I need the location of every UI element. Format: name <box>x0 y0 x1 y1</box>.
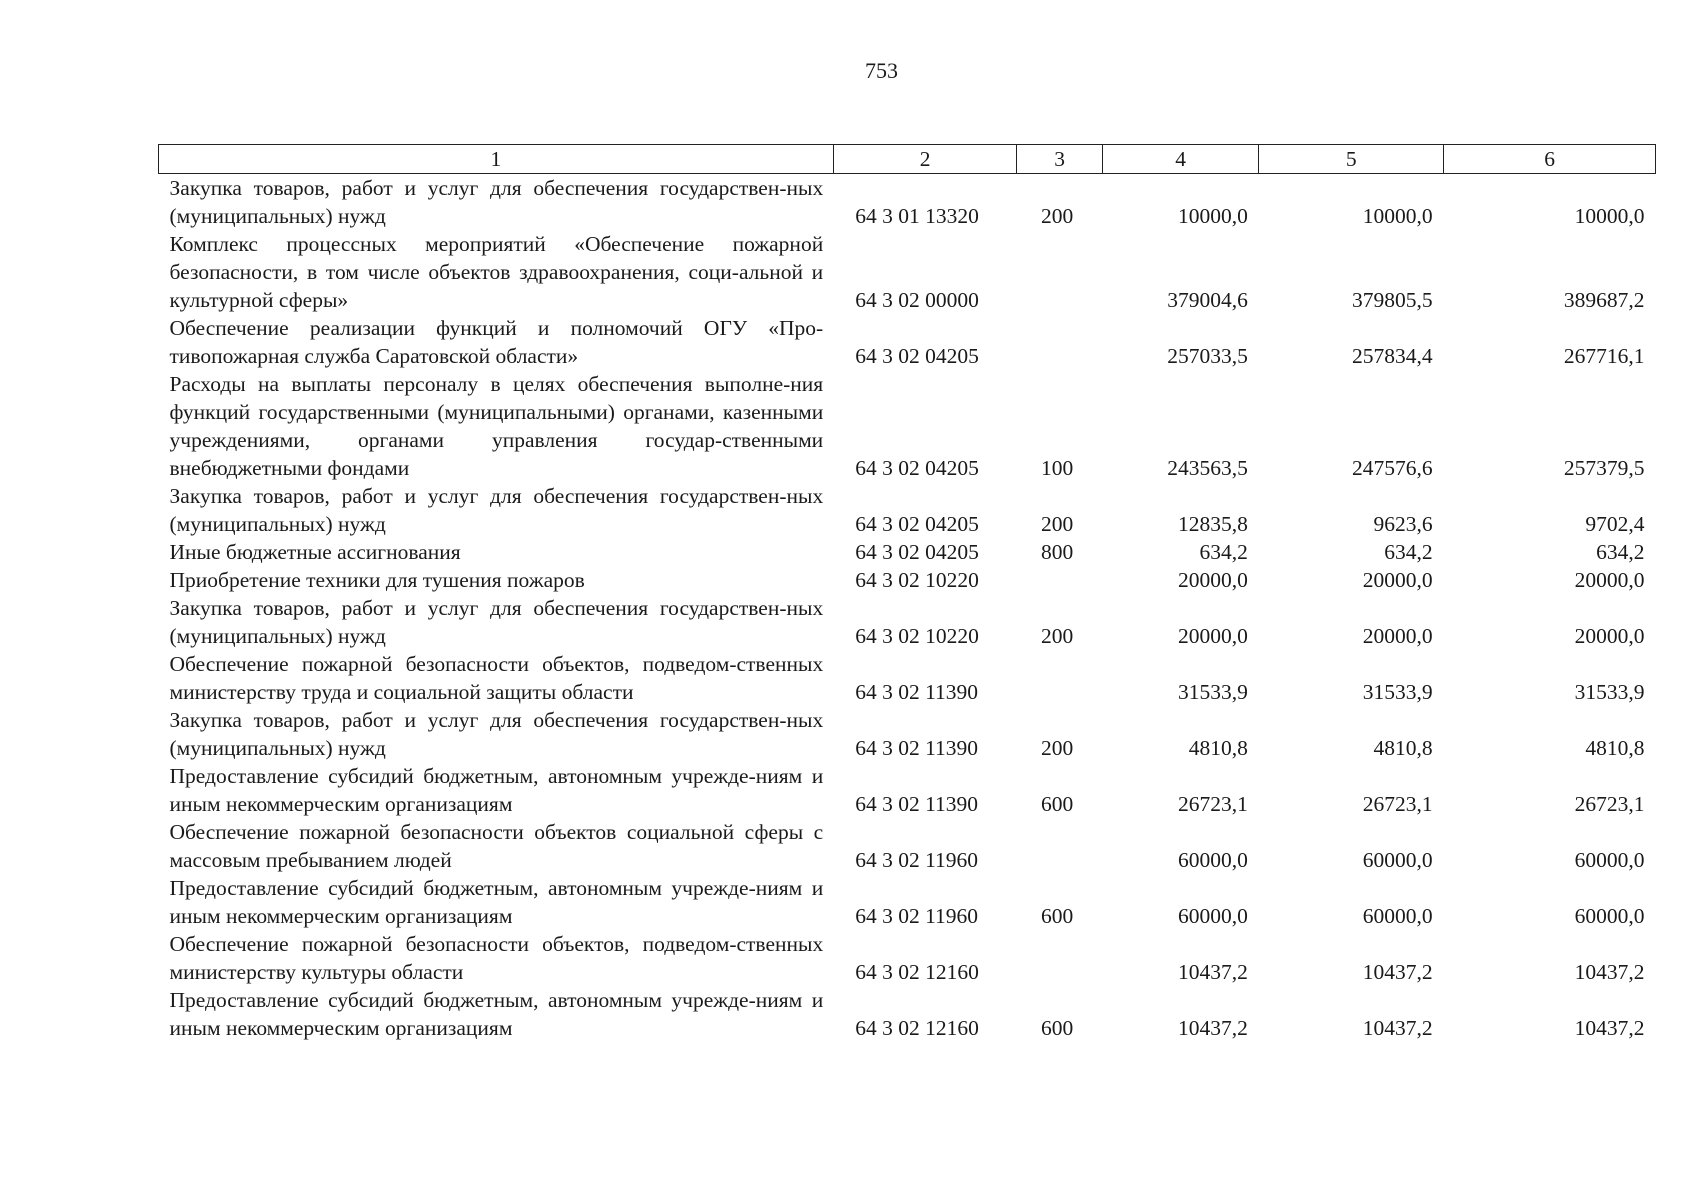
row-value-col-4: 10437,2 <box>1178 960 1248 984</box>
table-row <box>159 762 1656 818</box>
row-name: Закупка товаров, работ и услуг для обеспечения государствен-ных (муниципальных) нужд <box>169 484 824 536</box>
row-code: 64 3 02 10220 <box>855 624 979 648</box>
row-value-col-6: 10000,0 <box>1574 204 1645 228</box>
row-value-col-6: 9702,4 <box>1585 512 1645 536</box>
row-value-col-6: 267716,1 <box>1563 344 1645 368</box>
row-value-col-5: 10437,2 <box>1362 960 1433 984</box>
row-value-col-5: 634,2 <box>1384 540 1433 564</box>
row-value-col-5: 20000,0 <box>1362 624 1433 648</box>
table-row <box>159 566 1656 594</box>
header-col-4: 4 <box>1102 145 1259 174</box>
row-value-col-4: 12835,8 <box>1178 512 1248 536</box>
table-row <box>159 370 1656 482</box>
row-name: Закупка товаров, работ и услуг для обеспечения государствен-ных (муниципальных) нужд <box>169 596 824 648</box>
row-value-col-6: 257379,5 <box>1563 456 1645 480</box>
row-expense-type <box>1017 930 1102 986</box>
table-row <box>159 482 1656 538</box>
row-value-col-4: 243563,5 <box>1167 456 1248 480</box>
row-value-col-4: 26723,1 <box>1178 792 1248 816</box>
table-header <box>159 145 1656 174</box>
row-value-col-6: 26723,1 <box>1574 792 1645 816</box>
row-value-col-6: 20000,0 <box>1574 568 1645 592</box>
row-value-col-5: 20000,0 <box>1362 568 1433 592</box>
row-value-col-5: 10000,0 <box>1362 204 1433 228</box>
row-name: Обеспечение пожарной безопасности объектов, подведом-ственных министерству культуры области <box>169 932 824 984</box>
row-code: 64 3 02 11960 <box>855 904 979 928</box>
row-value-col-6: 634,2 <box>1596 540 1645 564</box>
row-expense-type <box>1017 818 1102 874</box>
table-row <box>159 538 1656 566</box>
header-col-2: 2 <box>833 145 1017 174</box>
row-value-col-5: 26723,1 <box>1362 792 1433 816</box>
row-code: 64 3 02 12160 <box>855 960 979 984</box>
row-name: Приобретение техники для тушения пожаров <box>169 568 585 592</box>
table-row <box>159 594 1656 650</box>
table-row <box>159 986 1656 1042</box>
row-value-col-5: 31533,9 <box>1362 680 1433 704</box>
row-value-col-4: 10000,0 <box>1178 204 1248 228</box>
budget-table <box>158 144 1656 1042</box>
row-value-col-5: 9623,6 <box>1373 512 1433 536</box>
row-value-col-4: 634,2 <box>1199 540 1248 564</box>
row-expense-type: 600 <box>1040 1016 1074 1040</box>
row-expense-type: 200 <box>1040 624 1074 648</box>
row-value-col-6: 389687,2 <box>1563 288 1645 312</box>
row-expense-type <box>1017 650 1102 706</box>
table-row <box>159 874 1656 930</box>
row-value-col-4: 379004,6 <box>1167 288 1248 312</box>
row-value-col-6: 10437,2 <box>1574 960 1645 984</box>
row-name: Предоставление субсидий бюджетным, автономным учрежде-ниям и иным некоммерческим организациям <box>169 988 824 1040</box>
row-value-col-4: 20000,0 <box>1178 568 1248 592</box>
row-code: 64 3 02 11960 <box>855 848 979 872</box>
table-row <box>159 650 1656 706</box>
row-value-col-4: 60000,0 <box>1178 848 1248 872</box>
table-row <box>159 818 1656 874</box>
table-row <box>159 230 1656 314</box>
row-value-col-5: 257834,4 <box>1352 344 1433 368</box>
row-expense-type: 200 <box>1040 204 1074 228</box>
row-value-col-6: 4810,8 <box>1585 736 1645 760</box>
row-name: Предоставление субсидий бюджетным, автономным учрежде-ниям и иным некоммерческим организациям <box>169 764 824 816</box>
row-expense-type: 800 <box>1040 540 1074 564</box>
header-row <box>159 145 1656 174</box>
row-expense-type: 200 <box>1040 736 1074 760</box>
row-name: Обеспечение пожарной безопасности объектов социальной сферы с массовым пребыванием людей <box>169 820 824 872</box>
row-name: Предоставление субсидий бюджетным, автономным учрежде-ниям и иным некоммерческим организациям <box>169 876 824 928</box>
table-row <box>159 930 1656 986</box>
row-name: Расходы на выплаты персоналу в целях обеспечения выполне-ния функций государственными (муниципальными) органами, казенными учреждениями, органами управления государ-ственными внебюджетными фондами <box>169 372 824 480</box>
row-name: Иные бюджетные ассигнования <box>169 540 461 564</box>
row-code: 64 3 02 04205 <box>855 344 979 368</box>
row-code: 64 3 02 04205 <box>855 456 979 480</box>
row-value-col-5: 10437,2 <box>1362 1016 1433 1040</box>
table-row <box>159 706 1656 762</box>
table-body <box>159 174 1656 1043</box>
table-row <box>159 314 1656 370</box>
row-name: Обеспечение пожарной безопасности объектов, подведом-ственных министерству труда и социальной защиты области <box>169 652 824 704</box>
row-value-col-5: 60000,0 <box>1362 904 1433 928</box>
row-value-col-6: 10437,2 <box>1574 1016 1645 1040</box>
row-expense-type: 200 <box>1040 512 1074 536</box>
row-name: Закупка товаров, работ и услуг для обеспечения государствен-ных (муниципальных) нужд <box>169 176 824 228</box>
header-col-1: 1 <box>159 145 834 174</box>
header-col-6: 6 <box>1444 145 1656 174</box>
row-value-col-5: 247576,6 <box>1352 456 1433 480</box>
row-value-col-4: 31533,9 <box>1178 680 1248 704</box>
row-value-col-6: 31533,9 <box>1574 680 1645 704</box>
row-name: Закупка товаров, работ и услуг для обеспечения государствен-ных (муниципальных) нужд <box>169 708 824 760</box>
row-value-col-5: 4810,8 <box>1373 736 1433 760</box>
row-value-col-5: 60000,0 <box>1362 848 1433 872</box>
row-expense-type: 600 <box>1040 792 1074 816</box>
page-number: 753 <box>865 58 898 83</box>
table-row <box>159 174 1656 231</box>
row-value-col-4: 4810,8 <box>1188 736 1248 760</box>
row-code: 64 3 02 10220 <box>855 568 979 592</box>
row-name: Комплекс процессных мероприятий «Обеспечение пожарной безопасности, в том числе объектов здравоохранения, соци-альной и культурной сферы» <box>169 232 824 312</box>
row-expense-type: 600 <box>1040 904 1074 928</box>
row-code: 64 3 02 12160 <box>855 1016 979 1040</box>
header-col-3: 3 <box>1017 145 1102 174</box>
header-col-5: 5 <box>1259 145 1444 174</box>
row-code: 64 3 02 00000 <box>855 288 979 312</box>
row-code: 64 3 02 04205 <box>855 512 979 536</box>
row-value-col-4: 60000,0 <box>1178 904 1248 928</box>
row-value-col-6: 60000,0 <box>1574 848 1645 872</box>
row-expense-type <box>1017 566 1102 594</box>
row-value-col-6: 60000,0 <box>1574 904 1645 928</box>
row-code: 64 3 01 13320 <box>855 204 979 228</box>
row-value-col-5: 379805,5 <box>1352 288 1433 312</box>
row-code: 64 3 02 11390 <box>855 680 979 704</box>
row-code: 64 3 02 04205 <box>855 540 979 564</box>
row-value-col-4: 20000,0 <box>1178 624 1248 648</box>
row-value-col-6: 20000,0 <box>1574 624 1645 648</box>
row-expense-type <box>1017 230 1102 314</box>
row-value-col-4: 10437,2 <box>1178 1016 1248 1040</box>
row-expense-type <box>1017 314 1102 370</box>
row-value-col-4: 257033,5 <box>1167 344 1248 368</box>
row-expense-type: 100 <box>1040 456 1074 480</box>
row-name: Обеспечение реализации функций и полномочий ОГУ «Про-тивопожарная служба Саратовской области» <box>169 316 824 368</box>
row-code: 64 3 02 11390 <box>855 736 979 760</box>
row-code: 64 3 02 11390 <box>855 792 979 816</box>
